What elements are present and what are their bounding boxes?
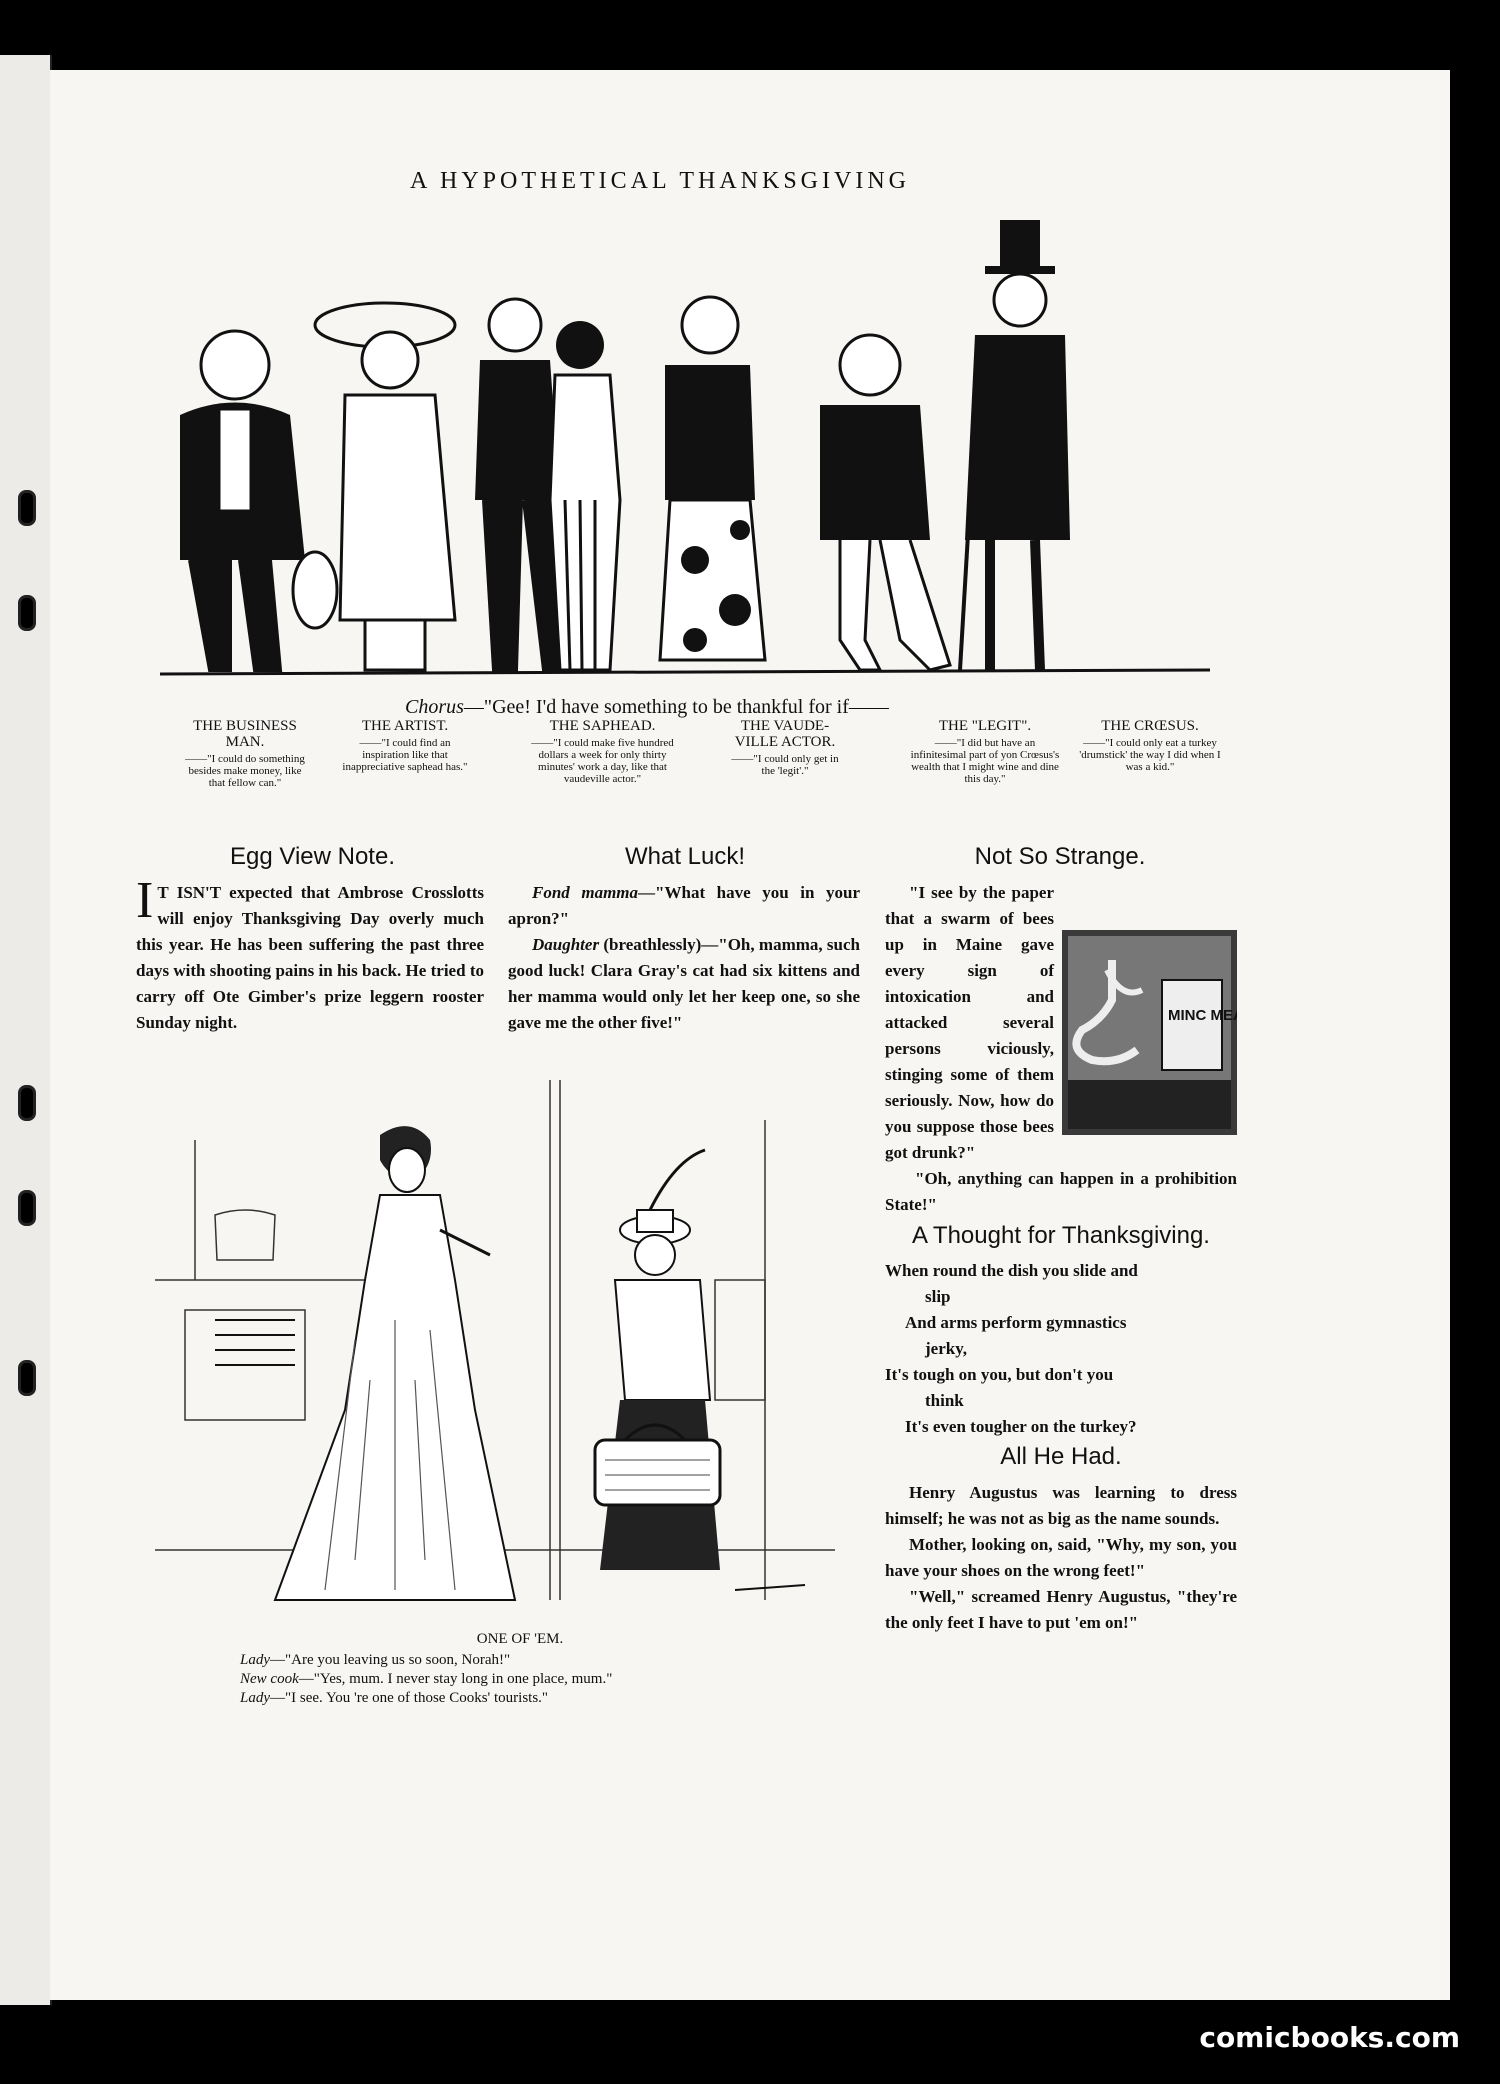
caption-line: Lady—"Are you leaving us so soon, Norah!" (240, 1652, 511, 1668)
not-so-strange-article: MINC MEA "I see by the paper that a swarm of bees up in Maine gave every sign of intoxication and attacked several persons viciously, stinging some of them seriously. Now, how do you suppose those bees got drunk?" "Oh, anything can happen in a prohibition State!" (885, 880, 1237, 1218)
mincemeat-illustration (1062, 930, 1237, 1135)
what-luck-heading: What Luck! (624, 843, 746, 870)
egg-view-heading: Egg View Note. (230, 843, 395, 870)
all-he-had-heading: All He Had. (1000, 1443, 1122, 1470)
caption-vaudeville-actor: THE VAUDE-VILLE ACTOR. ——"I could only get in the 'legit'." (731, 718, 839, 777)
binding-hole (18, 595, 36, 631)
one-of-em-cartoon (155, 1080, 835, 1620)
binding-hole (18, 1190, 36, 1226)
thanksgiving-poem: When round the dish you slide and slip And arms perform gymnastics jerky, It's tough on you, but don't you think It's even tougher on the turkey? (885, 1261, 1138, 1436)
not-so-strange-heading: Not So Strange. (974, 843, 1146, 870)
drop-cap: I (136, 872, 154, 929)
caption-saphead: THE SAPHEAD. ——"I could make five hundred dollars a week for only thirty minutes' work a day, like that vaudeville actor." (531, 718, 674, 785)
caption-croesus: THE CRŒSUS. ——"I could only eat a turkey 'drumstick' the way I did when I was a kid." (1079, 718, 1221, 773)
binding-hole (18, 490, 36, 526)
page-title: A HYPOTHETICAL THANKSGIVING (410, 168, 910, 194)
chorus-line: Chorus—"Gee! I'd have something to be thankful for if—— (405, 696, 889, 718)
all-he-had-article: Henry Augustus was learning to dress himself; he was not as big as the name sounds. Mother, looking on, said, "Why, my son, you have your shoes on the wrong feet!" "Well," screamed Henry Augustus, "they're the only feet I have to put 'em on!" (885, 1483, 1237, 1632)
caption-business-man: THE BUSINESS MAN. ——"I could do something besides make money, like that fellow can." (185, 718, 305, 789)
caption-legit: THE "LEGIT". ——"I did but have an infinitesimal part of yon Crœsus's wealth that I might wine and dine this day." (910, 718, 1060, 785)
saphead-companion-figure (550, 321, 620, 670)
artist-figure (293, 303, 455, 670)
jar-label: MINC MEA (1168, 1007, 1237, 1024)
caption-line: New cook—"Yes, mum. I never stay long in one place, mum." (240, 1671, 613, 1687)
facing-page-edge (0, 55, 52, 2005)
caption-artist: THE ARTIST. ——"I could find an inspiration like that inappreciative saphead has." (342, 718, 468, 773)
caption-line: Lady—"I see. You 're one of those Cooks' tourists." (240, 1690, 549, 1706)
binding-hole (18, 1360, 36, 1396)
vaudeville-actor-figure (660, 297, 765, 660)
cartoon-title: ONE OF 'EM. (476, 1631, 564, 1647)
thanksgiving-characters-illustration (140, 200, 1220, 680)
business-man-figure (180, 331, 305, 670)
croesus-figure (960, 220, 1070, 670)
what-luck-article: Fond mamma—"What have you in your apron?" Daughter (breathlessly)—"Oh, mamma, such good luck! Clara Gray's cat had six kittens and her mamma would only let her keep one, so she gave me the other five!" (508, 883, 861, 1032)
legit-actor-figure (820, 335, 950, 670)
egg-view-article: I T ISN'T expected that Ambrose Crosslotts will enjoy Thanksgiving Day overly much this year. He has been suffering the past three days with shooting pains in his back. He tried to carry off Ote Gimber's prize leggern rooster Sunday night. (136, 872, 484, 1032)
cartoon-caption (240, 1630, 800, 1708)
site-watermark: comicbooks.com (1199, 2021, 1460, 2054)
binding-hole (18, 1085, 36, 1121)
thought-heading: A Thought for Thanksgiving. (912, 1222, 1210, 1249)
